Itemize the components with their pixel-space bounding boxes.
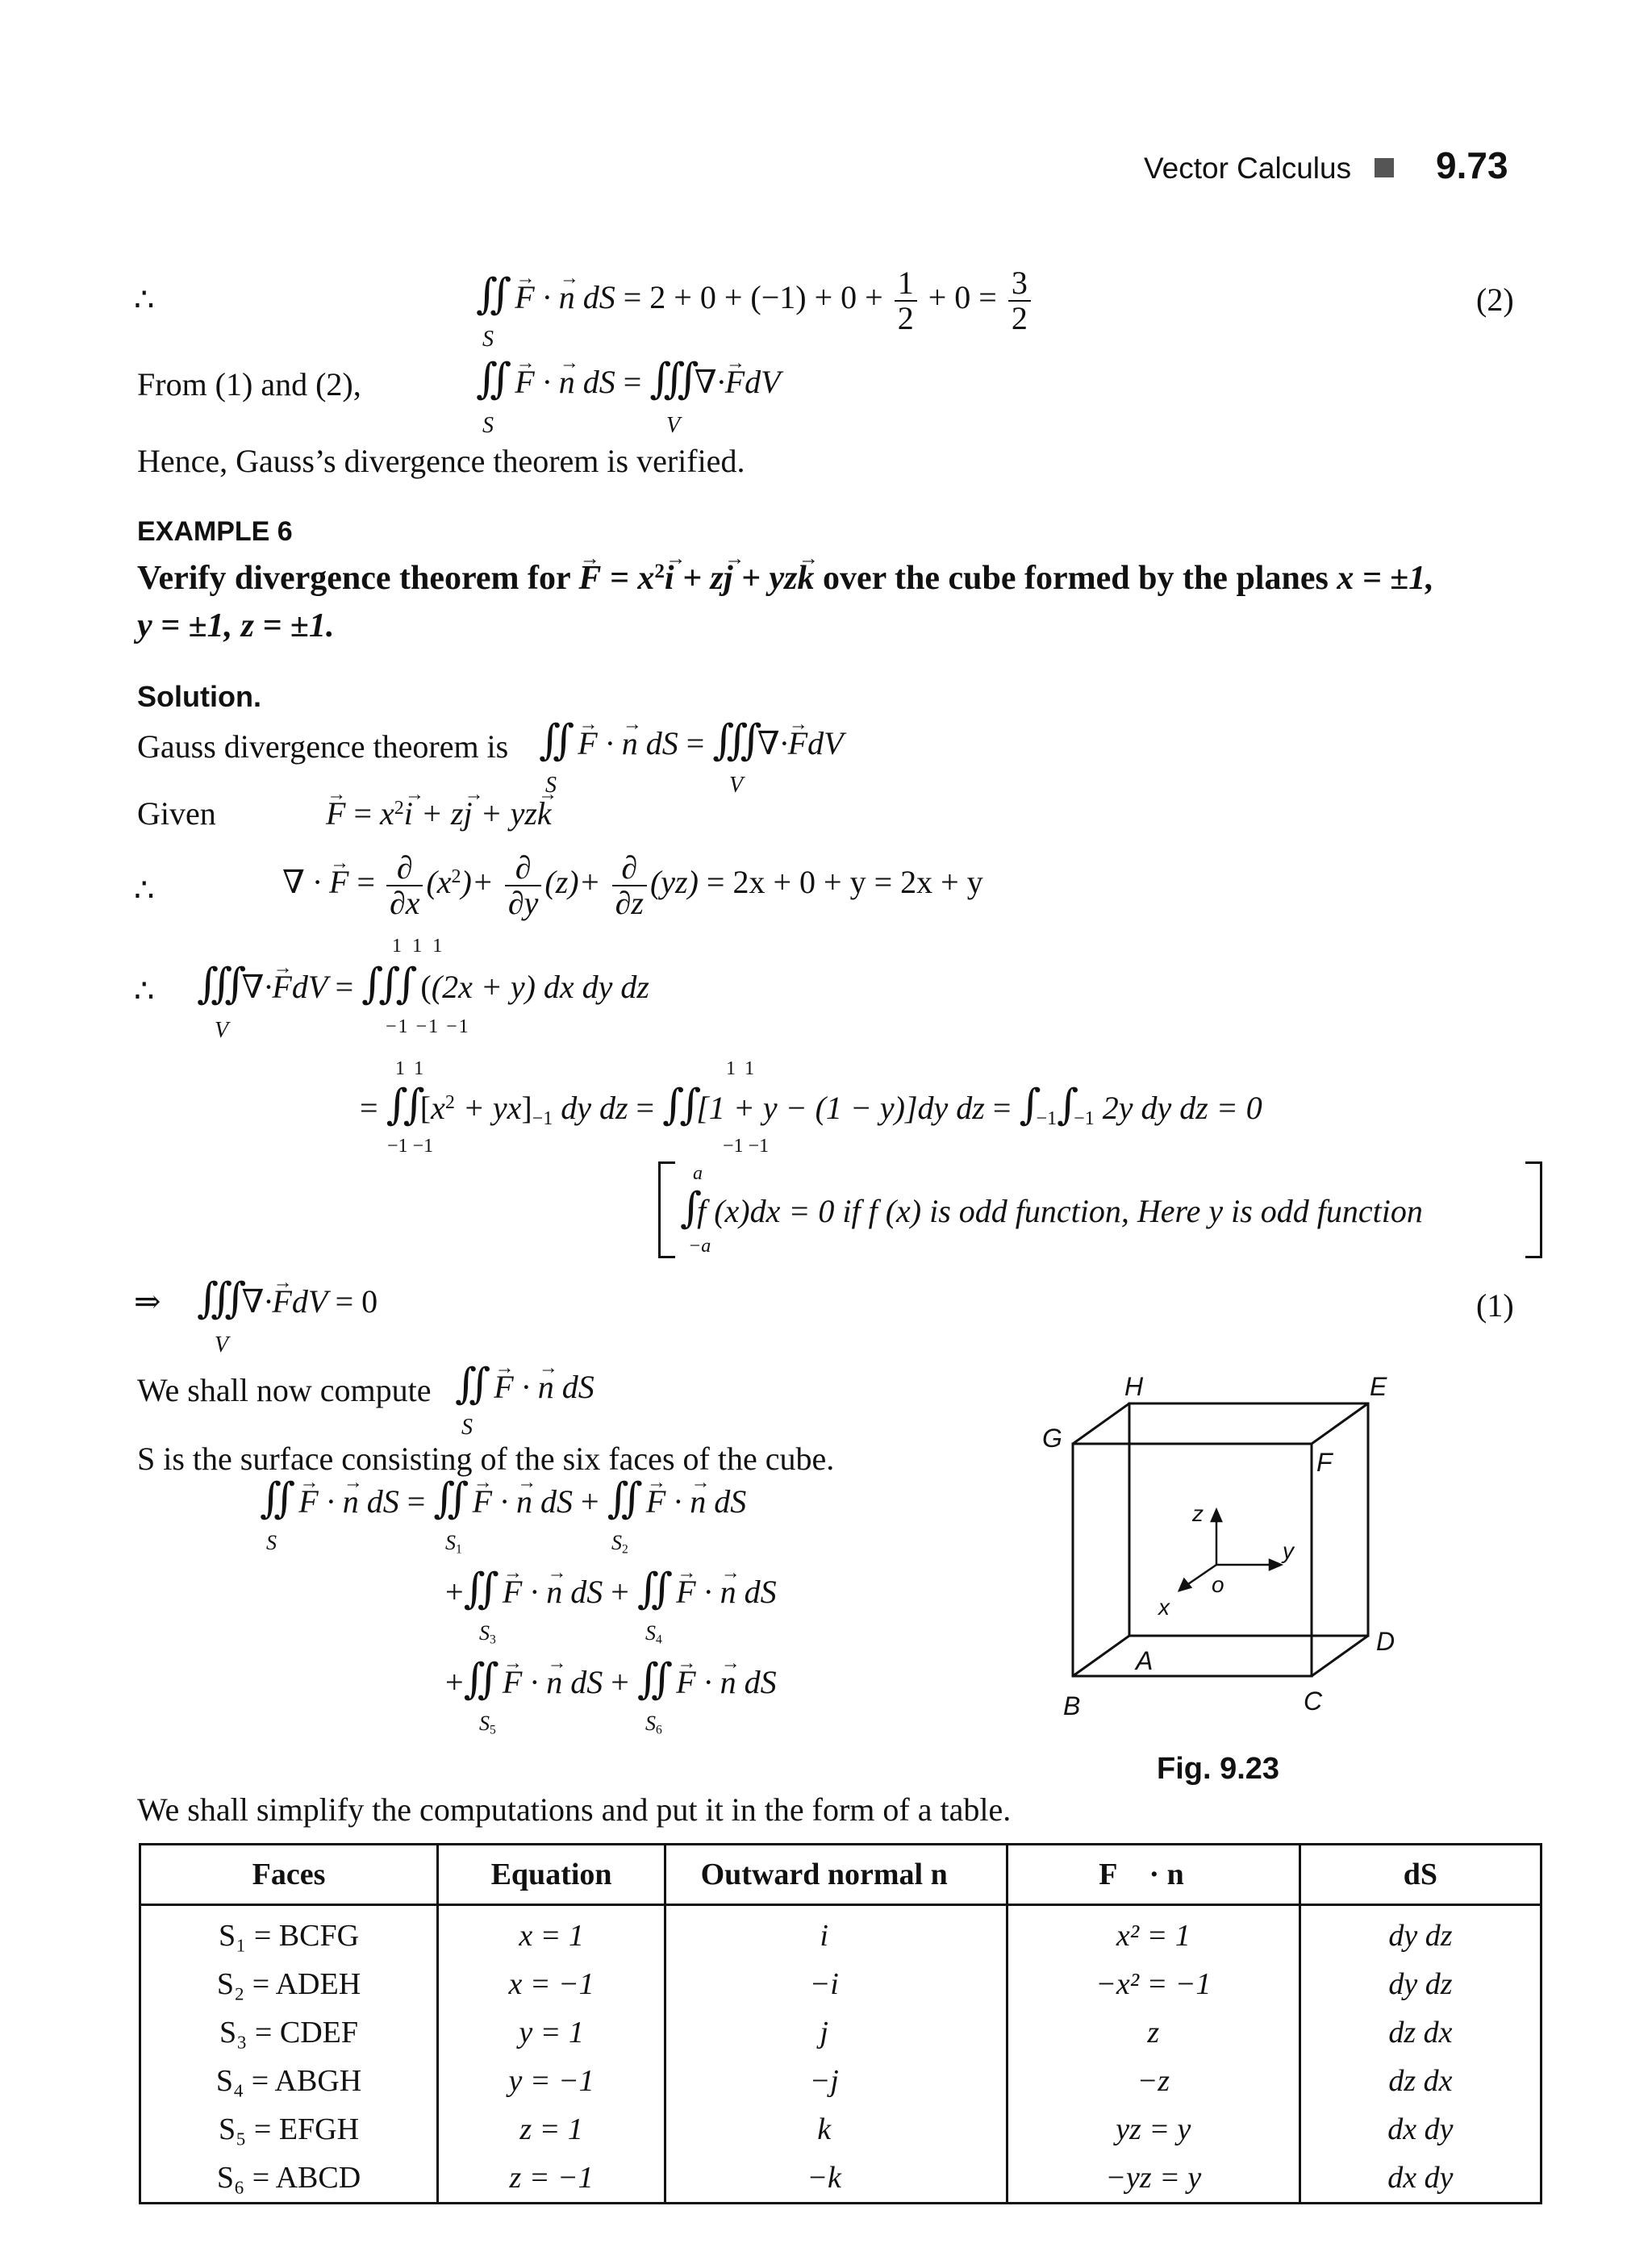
axis-label-y: y <box>1283 1538 1294 1563</box>
cell-equation: x = −1 <box>438 1960 665 2008</box>
cell-face: S₄ = ABGH <box>140 2057 438 2105</box>
gauss-formula: ∬ → F · → n dS = ∭∇·→ FdV <box>539 716 844 765</box>
table-header-row <box>140 1845 1541 1905</box>
header-faces: Faces <box>140 1845 438 1905</box>
triple-integrand: (2x + y) dx dy dz <box>431 969 649 1005</box>
therefore-symbol-3: ∴ <box>134 973 155 1009</box>
therefore-symbol: ∴ <box>134 281 155 318</box>
cell-equation: z = 1 <box>438 2105 665 2154</box>
table-row <box>140 2154 1541 2204</box>
cell-equation: y = −1 <box>438 2057 665 2105</box>
cell-ds: dy dz <box>1299 1905 1541 1961</box>
zero-result: ∭∇·→ FdV = 0 <box>197 1274 378 1323</box>
vertex-label-D: D <box>1376 1627 1395 1656</box>
eq2-rhs2: + 0 = <box>928 279 997 316</box>
surface-text: S is the surface consisting of the six faces of the cube. <box>137 1441 835 1477</box>
cell-face: S₁ = BCFG <box>140 1905 438 1961</box>
cell-ds: dz dx <box>1299 2008 1541 2057</box>
cube-figure <box>1024 1371 1404 1742</box>
cell-normal: −k⃗ <box>665 2154 1007 2204</box>
zero-value: = 0 <box>335 1283 378 1320</box>
example-label: EXAMPLE 6 <box>137 516 293 547</box>
equation-tag-2: (2) <box>1476 281 1514 318</box>
axis-label-x: x <box>1158 1595 1170 1620</box>
table-row <box>140 2057 1541 2105</box>
cell-normal: i⃗ <box>665 1905 1007 1961</box>
surface-sum-line-1: ∬ → F · → n dS = ∬ → F · → n dS + ∬ → F · → n dS <box>260 1474 746 1523</box>
example-statement-2: y = ±1, z = ±1. <box>137 607 335 644</box>
cell-f-dot-n: yz = y <box>1007 2105 1299 2154</box>
vertex-label-G: G <box>1042 1424 1062 1453</box>
divergence-equation: ∇ · → F = $\frac{\partial}{\partial x}$ $(x^2)+$ $\frac{\partial}{\partial y}$ (z)+ $\frac{\partial}{\partial z}$ (yz) = 2x + 0 + y = 2x + y <box>282 851 983 920</box>
triple-integral-equation: ∭∇·→ FdV = ∫∫∫ ((2x + y) dx dy dz <box>197 960 649 1008</box>
running-title: Vector Calculus <box>1144 152 1352 185</box>
gauss-equality: ∬ → F · → n dS = ∭∇·→ FdV <box>476 355 781 403</box>
cell-ds: dx dy <box>1299 2105 1541 2154</box>
eq2-rhs: = 2 + 0 + (−1) + 0 + <box>623 279 883 316</box>
cell-ds: dx dy <box>1299 2154 1541 2204</box>
table-row <box>140 1960 1541 2008</box>
table-row <box>140 1905 1541 1961</box>
header-ds: dS <box>1299 1845 1541 1905</box>
cell-equation: y = 1 <box>438 2008 665 2057</box>
odd-function-note: ∫f (x)dx = 0 if f (x) is odd function, Here y is odd function a −a <box>658 1161 1542 1258</box>
vertex-label-A: A <box>1136 1646 1153 1675</box>
step2-b: [1 + y − (1 − y)]dy dz <box>696 1090 985 1126</box>
cube-front-face <box>1073 1444 1312 1676</box>
cell-f-dot-n: −z <box>1007 2057 1299 2105</box>
cell-face: S₂ = ADEH <box>140 1960 438 2008</box>
cell-face: S₅ = EFGH <box>140 2105 438 2154</box>
page-number: 9.73 <box>1436 144 1508 186</box>
note-text: f (x)dx = 0 if f (x) is odd function, Here y is odd function <box>697 1193 1423 1229</box>
cell-normal: −i⃗ <box>665 1960 1007 2008</box>
therefore-symbol-2: ∴ <box>134 872 155 908</box>
vertex-label-F: F <box>1316 1448 1333 1477</box>
header-equation: Equation <box>438 1845 665 1905</box>
implies-symbol: ⇒ <box>134 1283 161 1320</box>
cell-face: S₃ = CDEF <box>140 2008 438 2057</box>
cell-f-dot-n: −x² = −1 <box>1007 1960 1299 2008</box>
equation-2: ∬ → F · → n dS = 2 + 0 + (−1) + 0 + $\frac{1}{2}$ + 0 = $\frac{3}{2}$ <box>476 266 1034 336</box>
compute-text: We shall now compute <box>137 1372 432 1408</box>
fraction-three-halves: $\frac{3}{2}$ <box>1008 266 1031 336</box>
given-formula: → $F = x^2\to i + z\to j + yz\to k$ <box>326 794 552 832</box>
vertex-label-H: H <box>1124 1372 1144 1401</box>
cell-normal: j⃗ <box>665 2008 1007 2057</box>
from-text: From (1) and (2), <box>137 366 361 402</box>
compute-integral: ∬ → F · → n dS <box>455 1360 594 1408</box>
vertex-label-C: C <box>1304 1687 1323 1716</box>
simplify-text: We shall simplify the computations and put it in the form of a table. <box>137 1791 1012 1828</box>
vertex-label-E: E <box>1370 1372 1387 1401</box>
header-f-dot-n: F⃗ · n⃗ <box>1007 1845 1299 1905</box>
example-statement: Verify divergence theorem for → $F = x^2\to i + z\to j + yz\to k$ over the cube formed by the planes x = ±1, <box>137 559 1434 598</box>
equation-tag-1: (1) <box>1476 1287 1514 1324</box>
surface-sum-line-2: +∬ → F · → n dS + ∬ → F · → n dS <box>445 1565 777 1613</box>
hence-text: Hence, Gauss’s divergence theorem is verified. <box>137 443 745 479</box>
header-square-icon <box>1375 158 1394 177</box>
cell-ds: dy dz <box>1299 1960 1541 2008</box>
table-row <box>140 2105 1541 2154</box>
vertex-label-B: B <box>1063 1691 1081 1720</box>
cell-face: S₆ = ABCD <box>140 2154 438 2204</box>
gauss-text: Gauss divergence theorem is <box>137 728 509 765</box>
faces-table <box>139 1843 1542 2204</box>
div-result: = 2x + 0 + y = 2x + y <box>706 864 983 901</box>
surface-sum-line-3: +∬ → F · → n dS + ∬ → F · → n dS <box>445 1655 777 1703</box>
cell-equation: z = −1 <box>438 2154 665 2204</box>
solution-label: Solution. <box>137 680 261 713</box>
cell-ds: dz dx <box>1299 2057 1541 2105</box>
cell-normal: −j⃗ <box>665 2057 1007 2105</box>
header-normal: Outward normal n⃗ <box>665 1845 1007 1905</box>
table-row <box>140 2008 1541 2057</box>
evaluation-step: = $\int\int[x^2 + yx]_{-1}$ dy dz = ∫∫[1 + y − (1 − y)]dy dz = $\int_{-1}\int_{-1}$ 2y dy dz = 0 <box>360 1081 1262 1130</box>
fraction-half: $\frac{1}{2}$ <box>895 266 917 336</box>
axis-label-z: z <box>1192 1501 1204 1526</box>
axis-label-o: o <box>1212 1572 1224 1597</box>
step2-c: 2y dy dz = 0 <box>1102 1090 1262 1126</box>
given-text: Given <box>137 795 216 832</box>
figure-caption: Fig. 9.23 <box>1157 1752 1280 1786</box>
cell-equation: x = 1 <box>438 1905 665 1961</box>
step2-a: dy dz <box>561 1090 628 1126</box>
cell-f-dot-n: z <box>1007 2008 1299 2057</box>
cell-f-dot-n: −yz = y <box>1007 2154 1299 2204</box>
cell-f-dot-n: x² = 1 <box>1007 1905 1299 1961</box>
cell-normal: k⃗ <box>665 2105 1007 2154</box>
